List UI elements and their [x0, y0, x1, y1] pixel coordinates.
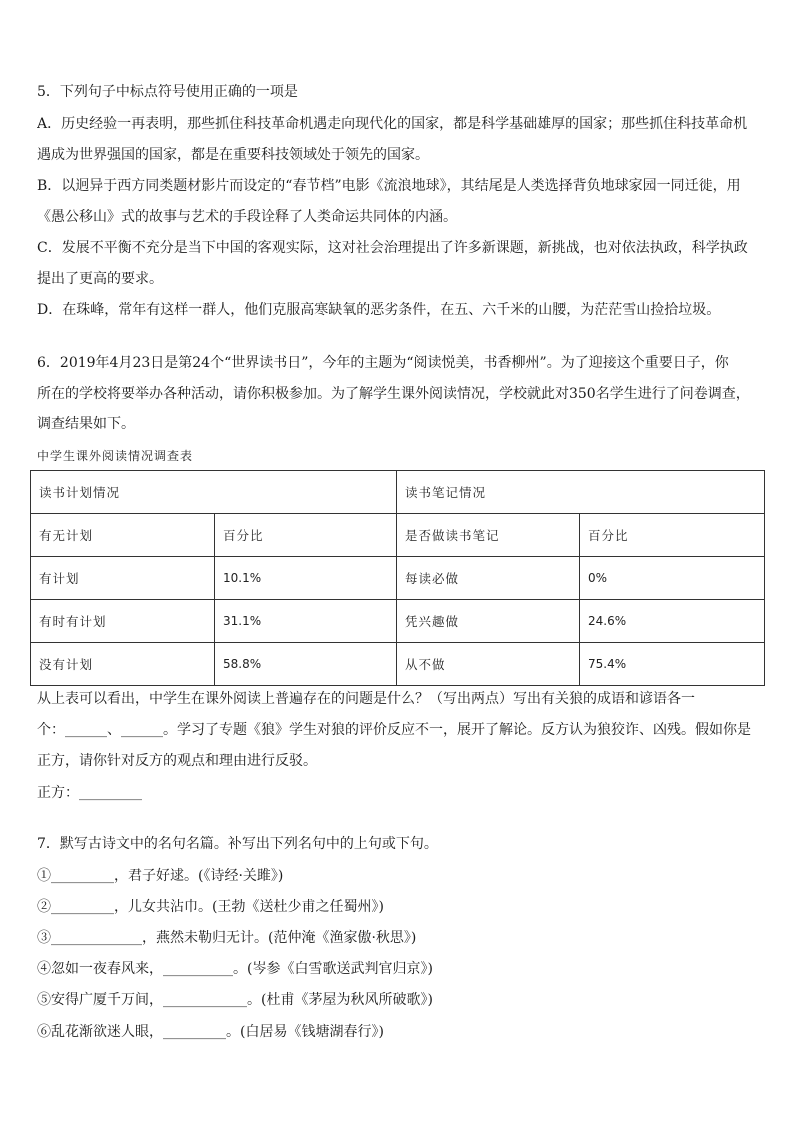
q5-option-c-line2: 提出了更高的要求。 — [37, 271, 163, 287]
q5-option-a-line2: 遇成为世界强国的国家，都是在重要科技领域处于领先的国家。 — [37, 147, 429, 163]
q7-item: ③_____________，燕然未勒归无计。(范仲淹《渔家傲·秋思》) — [37, 930, 417, 946]
table-cell: 58.8% — [215, 643, 397, 686]
q6-stem-line1: 6．2019年4月23日是第24个“世界读书日”，今年的主题为“阅读悦美，书香柳州”。为了迎接这个重要日子，你 — [37, 355, 729, 371]
column-header: 是否做读书笔记 — [397, 514, 580, 557]
table-row — [31, 643, 765, 686]
q7-item: ⑤安得广厦千万间，____________。(杜甫《茅屋为秋风所破歌》) — [37, 992, 433, 1008]
q6-followup-line3: 正方，请你针对反方的观点和理由进行反驳。 — [37, 753, 317, 769]
table-row — [31, 600, 765, 643]
survey-table-caption: 中学生课外阅读情况调查表 — [37, 449, 194, 463]
table-cell: 有计划 — [31, 557, 215, 600]
q6-followup-line2: 个：______、______。学习了专题《狼》学生对狼的评价反应不一，展开了解论。反方认为狼狡诈、凶残。假如你是 — [37, 722, 751, 738]
q6-stem-line2: 所在的学校将要举办各种活动，请你积极参加。为了解学生课外阅读情况，学校就此对350名学生进行了问卷调查， — [37, 386, 750, 402]
q7-item: ①_________，君子好逑。(《诗经·关雎》) — [37, 868, 284, 884]
q6-stem-line3: 调查结果如下。 — [37, 416, 135, 432]
table-cell: 凭兴趣做 — [397, 600, 580, 643]
q7-item: ②_________，儿女共沾巾。(王勃《送杜少甫之任蜀州》) — [37, 899, 384, 915]
q5-stem: 5．下列句子中标点符号使用正确的一项是 — [37, 84, 298, 100]
table-cell: 从不做 — [397, 643, 580, 686]
table-cell: 75.4% — [580, 643, 765, 686]
group-header-reading-plan: 读书计划情况 — [31, 471, 397, 514]
table-group-row — [31, 471, 765, 514]
table-row — [31, 557, 765, 600]
q5-option-b-line1: B．以迥异于西方同类题材影片而设定的“春节档”电影《流浪地球》，其结尾是人类选择背负地球家园一同迁徙，用 — [37, 178, 741, 194]
group-header-reading-notes: 读书笔记情况 — [397, 471, 765, 514]
q5-option-c-line1: C．发展不平衡不充分是当下中国的客观实际，这对社会治理提出了许多新课题，新挑战，也对依法执政，科学执政 — [37, 240, 748, 256]
column-header: 有无计划 — [31, 514, 215, 557]
q6-answer-blank: 正方：_________ — [37, 785, 142, 801]
table-cell: 没有计划 — [31, 643, 215, 686]
survey-table — [30, 470, 765, 686]
q7-item: ④忽如一夜春风来，__________。(岑参《白雪歌送武判官归京》) — [37, 961, 433, 977]
table-cell: 有时有计划 — [31, 600, 215, 643]
q5-option-d-line1: D．在珠峰，常年有这样一群人，他们克服高寒缺氧的恶劣条件，在五、六千米的山腰，为茫茫雪山捡拾垃圾。 — [37, 302, 721, 318]
q7-stem: 7．默写古诗文中的名句名篇。补写出下列名句中的上句或下句。 — [37, 836, 438, 852]
q6-followup-line1: 从上表可以看出，中学生在课外阅读上普遍存在的问题是什么？（写出两点）写出有关狼的成语和谚语各一 — [37, 691, 695, 707]
table-cell: 10.1% — [215, 557, 397, 600]
table-cell: 0% — [580, 557, 765, 600]
column-header: 百分比 — [580, 514, 765, 557]
column-header: 百分比 — [215, 514, 397, 557]
table-cell: 24.6% — [580, 600, 765, 643]
q5-option-a-line1: A．历史经验一再表明，那些抓住科技革命机遇走向现代化的国家，都是科学基础雄厚的国家；那些抓住科技革命机 — [37, 116, 748, 132]
q5-option-b-line2: 《愚公移山》式的故事与艺术的手段诠释了人类命运共同体的内涵。 — [37, 209, 457, 225]
table-cell: 每读必做 — [397, 557, 580, 600]
table-header-row — [31, 514, 765, 557]
q7-item: ⑥乱花渐欲迷人眼，_________。(白居易《钱塘湖春行》) — [37, 1024, 384, 1040]
table-cell: 31.1% — [215, 600, 397, 643]
